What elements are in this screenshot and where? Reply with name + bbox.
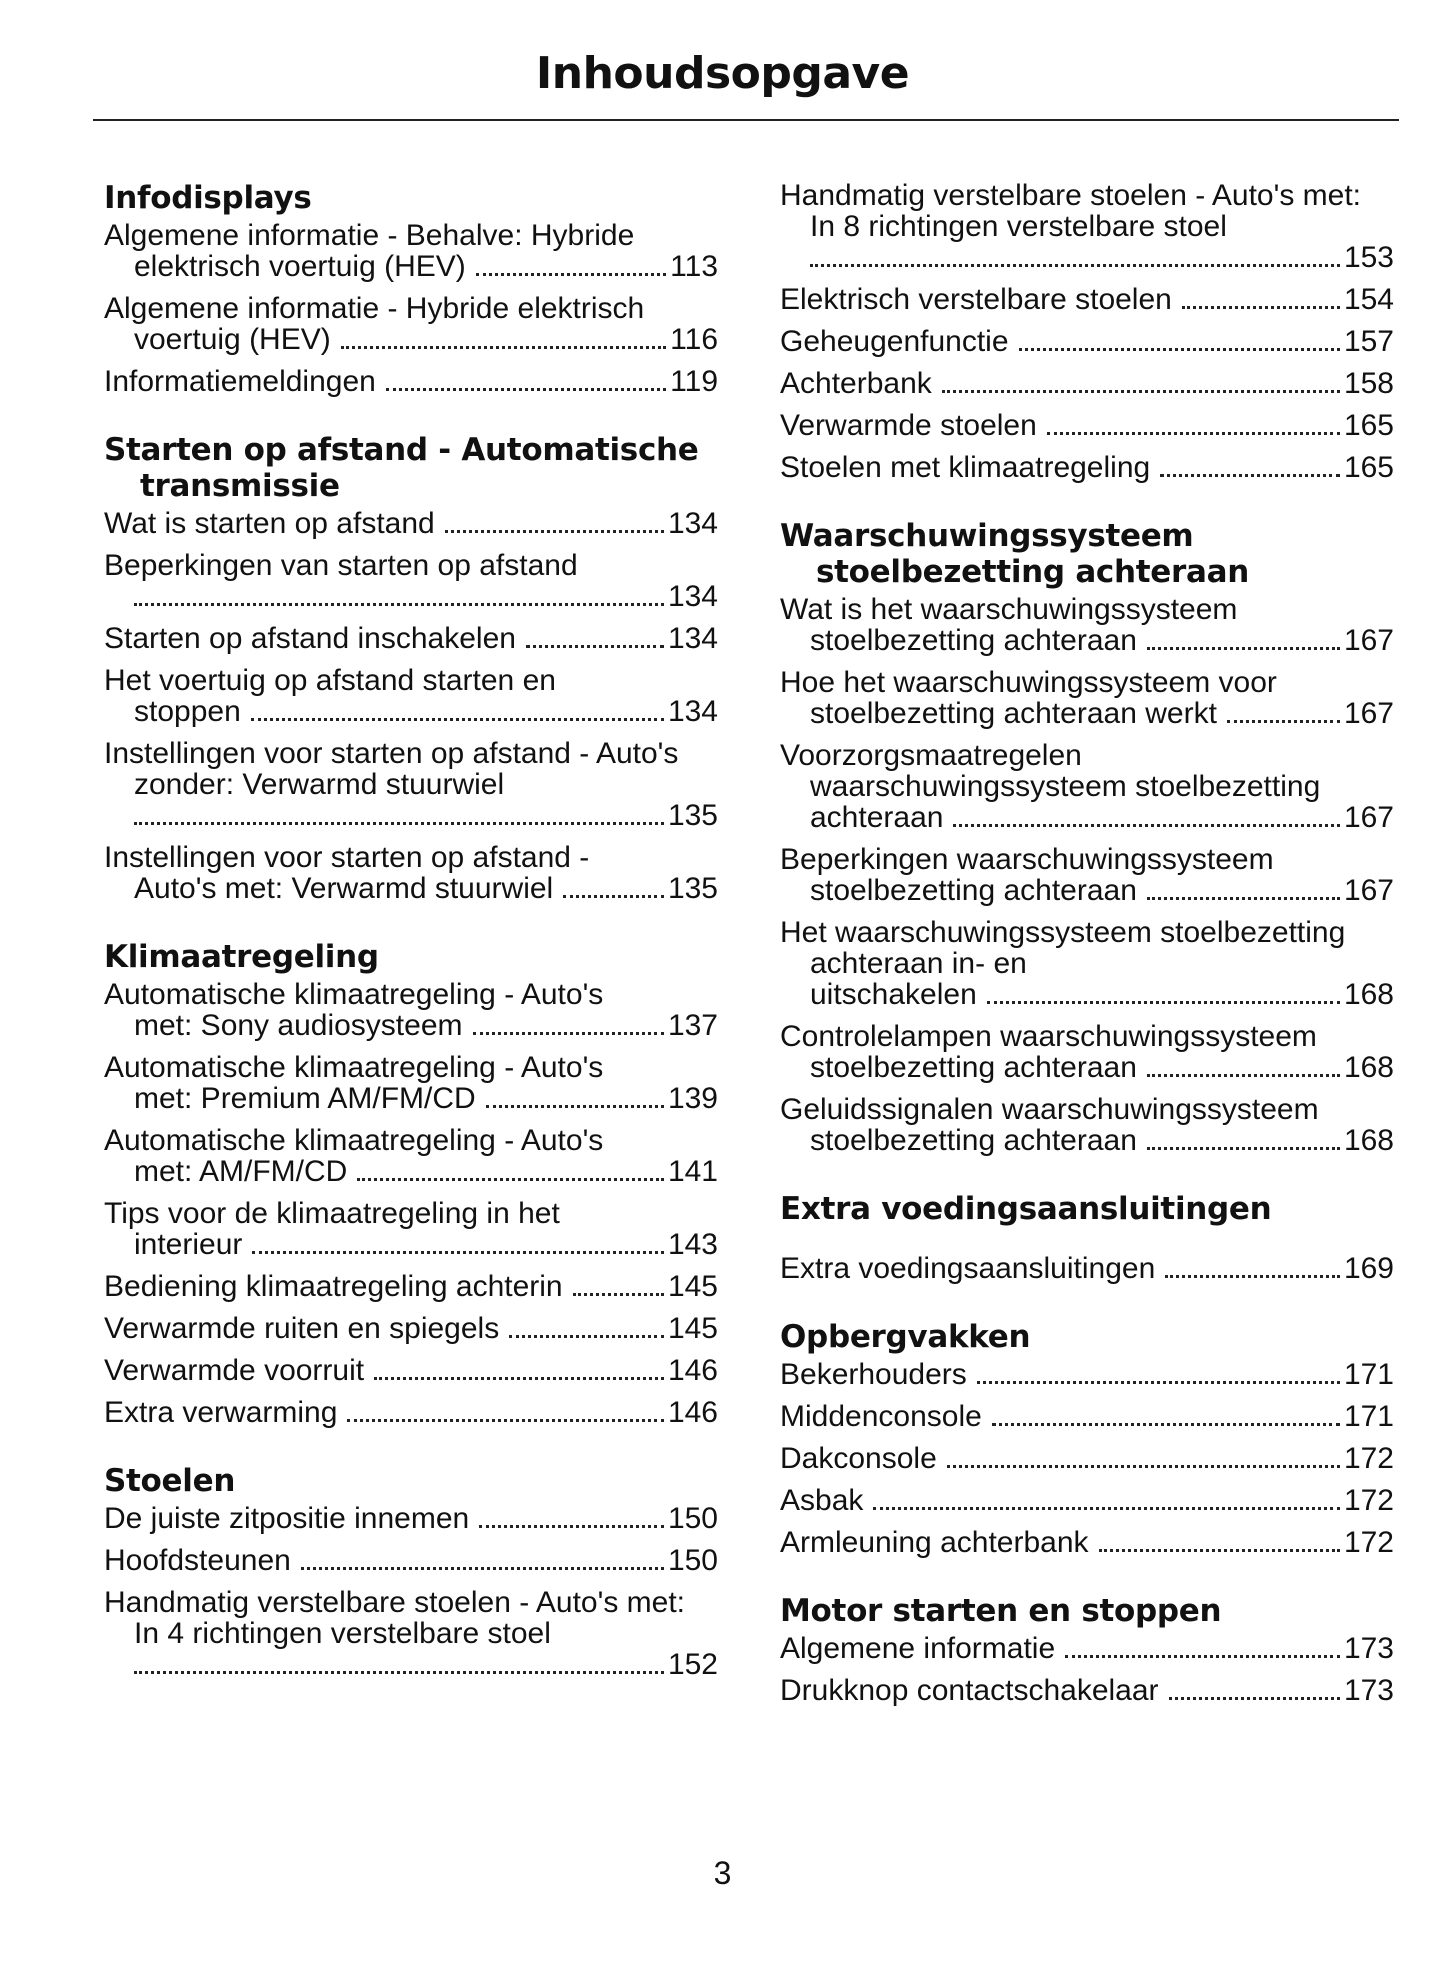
toc-entry-leader-line [780,1633,1394,1665]
toc-page-number: 119 [670,365,718,398]
toc-entry[interactable] [780,1485,1394,1517]
toc-entry-title-end: Armleuning achterbank [780,1526,1089,1559]
toc-entry-title: Instellingen voor starten op afstand - Auto's zonder: Verwarmd stuurwiel [104,737,679,801]
toc-entry-leader-line [104,800,718,832]
toc-entry-title: Hoe het waarschuwingssysteem voor [780,666,1277,699]
toc-entry-leader-line [104,1229,718,1261]
toc-entry[interactable] [780,740,1394,834]
toc-entry-leader-line [780,452,1394,484]
toc-entry-leader-line [780,625,1394,657]
toc-entry-leader-line [104,508,718,540]
dot-leader [357,1178,664,1181]
dot-leader [251,718,664,721]
toc-entry-title-end: Extra voedingsaansluitingen [780,1252,1156,1285]
dot-leader [987,1001,1340,1004]
toc-entry[interactable] [104,508,718,540]
toc-entry-leader-line [780,368,1394,400]
toc-entry-title: Handmatig verstelbare stoelen - Auto's met: In 8 richtingen verstelbare stoel [780,179,1362,243]
toc-page-number: 134 [667,507,718,540]
toc-entry[interactable] [104,550,718,613]
toc-entry-title: Tips voor de klimaatregeling in het [104,1197,560,1230]
toc-entry-title-end: stoelbezetting achteraan [810,1124,1137,1157]
toc-entry[interactable] [104,842,718,905]
toc-page-number: 145 [667,1312,718,1345]
toc-entry-leader-line [104,1271,718,1303]
toc-entry-leader-line [104,581,718,613]
toc-entry-title-end: stoelbezetting achteraan [810,1051,1137,1084]
toc-page-number: 141 [667,1155,718,1188]
toc-entry-leader-line [104,1010,718,1042]
dot-leader [301,1567,664,1570]
section-heading: Infodisplays [104,180,312,216]
dot-leader [1182,306,1340,309]
toc-entry[interactable] [104,1545,718,1577]
toc-page-number: 167 [1343,624,1394,657]
dot-leader [1227,720,1340,723]
toc-entry-title: Controlelampen waarschuwingssysteem [780,1020,1317,1053]
toc-entry-title-end: Bediening klimaatregeling achterin [104,1270,563,1303]
toc-entry-leader-line [104,251,718,283]
toc-entry-title: Beperkingen van starten op afstand [104,549,578,582]
dot-leader [473,1032,664,1035]
toc-entry[interactable] [780,1401,1394,1433]
toc-entry-title-end: Verwarmde stoelen [780,409,1037,442]
dot-leader [374,1377,664,1380]
section-heading: Stoelen [104,1463,236,1499]
dot-leader [1165,1275,1340,1278]
toc-page-number: 134 [667,695,718,728]
toc-entry[interactable] [104,979,718,1042]
toc-entry-title: Beperkingen waarschuwingssysteem [780,843,1274,876]
dot-leader [1047,432,1340,435]
toc-page-number: 158 [1343,367,1394,400]
dot-leader [1099,1549,1340,1552]
dot-leader [563,895,664,898]
toc-entry[interactable] [104,623,718,655]
toc-entry-leader-line [780,1052,1394,1084]
dot-leader [386,388,666,391]
toc-entry[interactable] [104,1313,718,1345]
toc-entry[interactable] [780,1359,1394,1391]
toc-entry-leader-line [104,1083,718,1115]
toc-entry-title-end: Verwarmde voorruit [104,1354,365,1387]
toc-page-number: 150 [667,1544,718,1577]
toc-entry-title-end: met: Sony audiosysteem [134,1009,463,1042]
toc-entry[interactable] [780,368,1394,400]
toc-entry-title: Automatische klimaatregeling - Auto's [104,1124,604,1157]
toc-entry[interactable] [780,452,1394,484]
dot-leader [341,346,666,349]
toc-page-number: 135 [667,799,718,832]
toc-entry-leader-line [780,1485,1394,1517]
toc-page-number: 171 [1343,1358,1394,1391]
toc-page-number: 173 [1343,1632,1394,1665]
toc-entry-title: Algemene informatie - Behalve: Hybride [104,219,635,252]
dot-leader [134,603,664,606]
toc-page-number: 113 [670,250,718,283]
toc-entry[interactable] [104,1052,718,1115]
toc-entry-leader-line [780,875,1394,907]
toc-entry[interactable] [780,844,1394,907]
dot-leader [977,1381,1340,1384]
toc-entry-title-end: Elektrisch verstelbare stoelen [780,283,1172,316]
dot-leader [134,822,664,825]
toc-entry-leader-line [780,1359,1394,1391]
dot-leader [1147,647,1340,650]
toc-entry-title-end: Extra verwarming [104,1396,338,1429]
toc-page-number: 172 [1343,1442,1394,1475]
toc-section [780,180,1394,484]
toc-entry-title-end: stoppen [134,695,241,728]
dot-leader [953,824,1340,827]
toc-entry-title: Algemene informatie - Hybride elektrisch [104,292,645,325]
toc-entry-leader-line [104,1397,718,1429]
toc-entry-leader-line [104,696,718,728]
toc-column-left [104,180,718,1715]
toc-entry[interactable] [780,917,1394,1011]
toc-entry-leader-line [104,324,718,356]
toc-section [780,518,1394,1157]
dot-leader [445,530,664,533]
toc-page-number: 139 [667,1082,718,1115]
dot-leader [486,1105,664,1108]
toc-page-number: 168 [1343,1124,1394,1157]
page-title: Inhoudsopgave [535,48,910,99]
toc-entry-leader-line [780,284,1394,316]
dot-leader [942,390,1340,393]
toc-page-number: 152 [667,1648,718,1681]
toc-entry-leader-line [104,873,718,905]
dot-leader [252,1251,664,1254]
toc-entry[interactable] [104,293,718,356]
dot-leader [509,1335,664,1338]
dot-leader [1169,1697,1340,1700]
toc-entry-title-end: Achterbank [780,367,932,400]
toc-entry-title-end: Starten op afstand inschakelen [104,622,516,655]
toc-entry[interactable] [780,326,1394,358]
toc-entry-leader-line [104,1355,718,1387]
toc-entry-title-end: met: Premium AM/FM/CD [134,1082,476,1115]
toc-entry-title: Het waarschuwingssysteem stoelbezetting achteraan in- en [780,916,1346,980]
toc-entry[interactable] [104,366,718,398]
toc-entry[interactable] [780,410,1394,442]
toc-entry-leader-line [780,410,1394,442]
dot-leader [1147,1074,1340,1077]
toc-page-number: 165 [1343,451,1394,484]
toc-entry-title: Het voertuig op afstand starten en [104,664,556,697]
toc-entry-title-end: Hoofdsteunen [104,1544,291,1577]
toc-section [104,939,718,1429]
toc-entry-leader-line [104,1503,718,1535]
toc-entry-title-end: Verwarmde ruiten en spiegels [104,1312,500,1345]
toc-entry-title: Wat is het waarschuwingssysteem [780,593,1238,626]
dot-leader [134,1671,664,1674]
toc-entry-title-end: Informatiemeldingen [104,365,376,398]
toc-page-number: 168 [1343,978,1394,1011]
dot-leader [573,1293,664,1296]
toc-entry[interactable] [780,1094,1394,1157]
toc-page-number: 153 [1343,241,1394,274]
toc-entry-leader-line [780,242,1394,274]
toc-page-number: 167 [1343,697,1394,730]
section-heading: Klimaatregeling [104,939,379,975]
section-heading: Motor starten en stoppen [780,1593,1222,1629]
toc-entry[interactable] [104,1355,718,1387]
toc-entry-leader-line [780,1253,1394,1285]
toc-entry[interactable] [780,1675,1394,1707]
toc-section [104,1463,718,1681]
toc-entry-leader-line [780,1675,1394,1707]
toc-entry-leader-line [780,802,1394,834]
dot-leader [526,645,664,648]
toc-entry-title-end: interieur [134,1228,243,1261]
toc-entry[interactable] [780,667,1394,730]
dot-leader [810,264,1340,267]
toc-entry-title-end: Algemene informatie [780,1632,1056,1665]
toc-entry-title: Handmatig verstelbare stoelen - Auto's met: In 4 richtingen verstelbare stoel [104,1586,686,1650]
toc-section [780,1191,1394,1285]
toc-entry[interactable] [104,1125,718,1188]
toc-page-number: 137 [667,1009,718,1042]
dot-leader [873,1507,1340,1510]
section-heading: Waarschuwingssysteem stoelbezetting achteraan [780,518,1250,590]
toc-page-number: 167 [1343,874,1394,907]
toc-page-number: 171 [1343,1400,1394,1433]
toc-entry-title-end: Bekerhouders [780,1358,967,1391]
toc-entry-title: Instellingen voor starten op afstand - [104,841,590,874]
section-heading: Opbergvakken [780,1319,1031,1355]
dot-leader [1019,348,1340,351]
toc-entry[interactable] [104,1397,718,1429]
toc-entry-title-end: De juiste zitpositie innemen [104,1502,470,1535]
dot-leader [992,1423,1340,1426]
toc-page-number: 135 [667,872,718,905]
title-divider [93,119,1399,121]
toc-entry-title: Geluidssignalen waarschuwingssysteem [780,1093,1319,1126]
toc-entry-leader-line [104,1156,718,1188]
toc-page-number: 172 [1343,1484,1394,1517]
dot-leader [1147,897,1340,900]
toc-entry[interactable] [104,1271,718,1303]
toc-page-number: 172 [1343,1526,1394,1559]
toc-entry[interactable] [780,594,1394,657]
toc-entry[interactable] [104,1503,718,1535]
toc-entry[interactable] [780,180,1394,274]
toc-page-number: 154 [1343,283,1394,316]
toc-page-number: 169 [1343,1252,1394,1285]
toc-section [104,180,718,398]
toc-entry-title: Voorzorgsmaatregelen waarschuwingssysteem stoelbezetting [780,739,1321,803]
toc-entry-title-end: met: AM/FM/CD [134,1155,348,1188]
toc-page-number: 134 [667,580,718,613]
toc-entry[interactable] [780,1527,1394,1559]
toc-entry-title-end: Dakconsole [780,1442,937,1475]
dot-leader [479,1525,664,1528]
toc-entry[interactable] [104,1198,718,1261]
toc-entry-leader-line [104,623,718,655]
toc-entry-title-end: elektrisch voertuig (HEV) [134,250,466,283]
page-number: 3 [713,1855,732,1891]
toc-page-number: 167 [1343,801,1394,834]
toc-page-number: 165 [1343,409,1394,442]
toc-entry-title-end: stoelbezetting achteraan werkt [810,697,1217,730]
toc-entry-title: Automatische klimaatregeling - Auto's [104,1051,604,1084]
toc-section [780,1593,1394,1707]
toc-entry-leader-line [104,1545,718,1577]
dot-leader [476,273,666,276]
toc-page-number: 173 [1343,1674,1394,1707]
toc-entry[interactable] [780,284,1394,316]
toc-entry-title-end: Middenconsole [780,1400,982,1433]
toc-entry-title-end: voertuig (HEV) [134,323,331,356]
toc-entry-title: Automatische klimaatregeling - Auto's [104,978,604,1011]
toc-entry-title-end: Stoelen met klimaatregeling [780,451,1151,484]
toc-entry-title-end: uitschakelen [810,978,977,1011]
toc-entry-title-end: Wat is starten op afstand [104,507,435,540]
toc-page-number: 146 [667,1354,718,1387]
dot-leader [1160,474,1340,477]
toc-page-number: 157 [1343,325,1394,358]
toc-entry-leader-line [780,1125,1394,1157]
toc-entry-leader-line [104,1649,718,1681]
toc-entry-title-end: Auto's met: Verwarmd stuurwiel [134,872,554,905]
toc-entry-leader-line [780,698,1394,730]
toc-entry[interactable] [104,738,718,832]
toc-entry[interactable] [780,1633,1394,1665]
toc-entry[interactable] [780,1253,1394,1285]
toc-entry-leader-line [104,1313,718,1345]
dot-leader [1065,1655,1340,1658]
section-heading: Starten op afstand - Automatische transmissie [104,432,699,504]
toc-entry-leader-line [780,326,1394,358]
toc-entry-title-end: stoelbezetting achteraan [810,624,1137,657]
toc-column-right [780,180,1394,1741]
toc-entry-title-end: achteraan [810,801,944,834]
section-heading: Extra voedingsaansluitingen [780,1191,1272,1227]
toc-entry-leader-line [104,366,718,398]
toc-entry-title-end: Drukknop contactschakelaar [780,1674,1159,1707]
toc-entry-leader-line [780,1443,1394,1475]
toc-section [104,432,718,905]
toc-entry-title-end: Geheugenfunctie [780,325,1009,358]
toc-page-number: 150 [667,1502,718,1535]
toc-entry-leader-line [780,1401,1394,1433]
toc-page-number: 146 [667,1396,718,1429]
toc-entry-leader-line [780,1527,1394,1559]
toc-entry-title-end: Asbak [780,1484,864,1517]
toc-entry[interactable] [104,665,718,728]
dot-leader [947,1465,1340,1468]
toc-page-number: 143 [667,1228,718,1261]
toc-entry[interactable] [780,1443,1394,1475]
toc-page-number: 116 [670,323,718,356]
dot-leader [347,1419,664,1422]
toc-entry-title-end: stoelbezetting achteraan [810,874,1137,907]
dot-leader [1147,1147,1340,1150]
toc-page-number: 134 [667,622,718,655]
toc-section [780,1319,1394,1559]
toc-entry[interactable] [104,220,718,283]
toc-entry[interactable] [104,1587,718,1681]
toc-entry[interactable] [780,1021,1394,1084]
toc-entry-leader-line [780,979,1394,1011]
toc-page-number: 145 [667,1270,718,1303]
toc-page-number: 168 [1343,1051,1394,1084]
